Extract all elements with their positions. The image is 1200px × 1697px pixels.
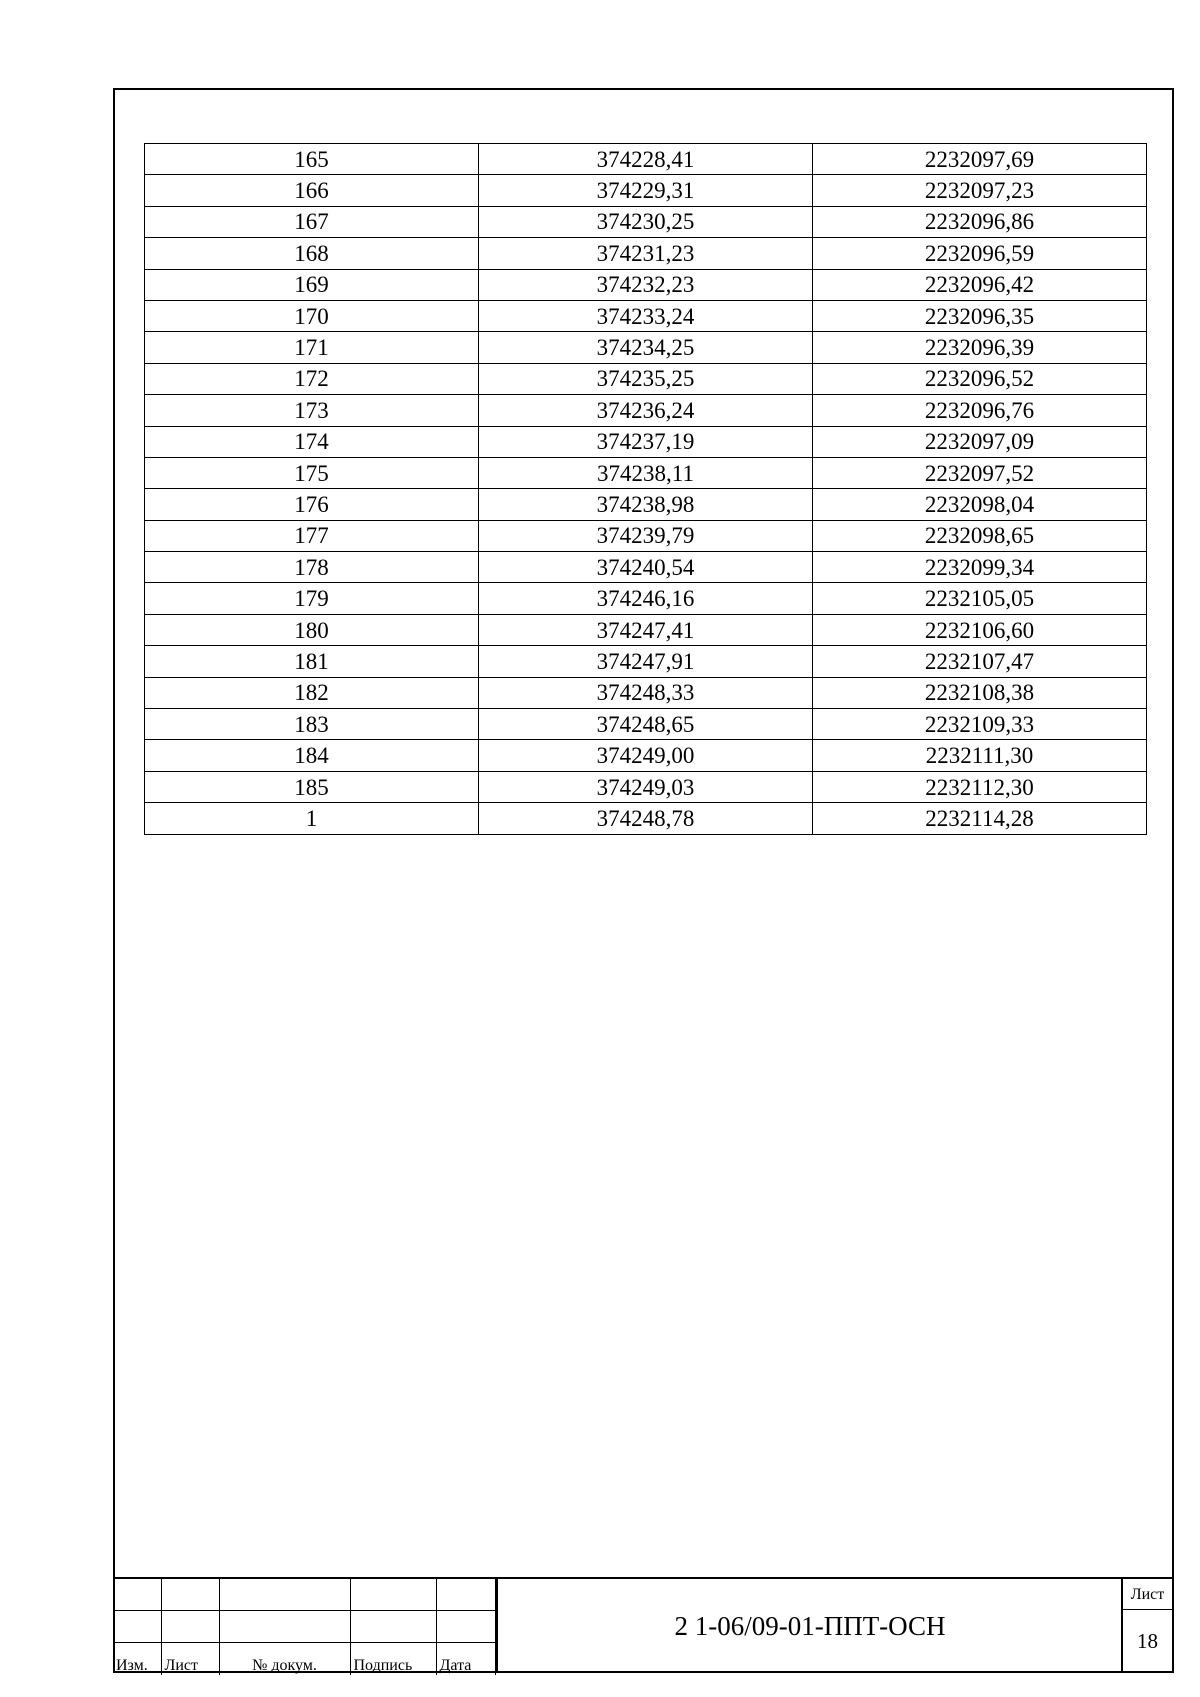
y-coordinate-cell: 2232097,23 <box>813 175 1147 206</box>
y-coordinate-cell: 2232097,09 <box>813 426 1147 457</box>
coordinates-table-body <box>145 144 1147 835</box>
point-number-cell: 174 <box>145 426 479 457</box>
x-coordinate-cell: 374248,78 <box>479 803 813 834</box>
revision-cell <box>113 1611 161 1643</box>
x-coordinate-cell: 374232,23 <box>479 269 813 300</box>
point-number-cell: 168 <box>145 238 479 269</box>
point-number-cell: 177 <box>145 520 479 551</box>
y-coordinate-cell: 2232105,05 <box>813 583 1147 614</box>
x-coordinate-cell: 374237,19 <box>479 426 813 457</box>
x-coordinate-cell: 374233,24 <box>479 300 813 331</box>
x-coordinate-cell: 374240,54 <box>479 552 813 583</box>
document-code: 2 1-06/09-01-ППТ-ОСН <box>496 1579 1122 1673</box>
revision-row <box>113 1611 495 1643</box>
table-row <box>145 300 1147 331</box>
table-row <box>145 332 1147 363</box>
revision-cell <box>436 1611 495 1643</box>
label-izm: Изм. <box>113 1643 161 1676</box>
table-row <box>145 269 1147 300</box>
point-number-cell: 182 <box>145 677 479 708</box>
table-row <box>145 457 1147 488</box>
revision-grid <box>113 1579 496 1675</box>
y-coordinate-cell: 2232112,30 <box>813 771 1147 802</box>
y-coordinate-cell: 2232096,86 <box>813 206 1147 237</box>
label-doc-no: № докум. <box>219 1643 350 1676</box>
y-coordinate-cell: 2232098,04 <box>813 489 1147 520</box>
title-block <box>113 1577 1174 1673</box>
revision-cell <box>161 1579 219 1611</box>
point-number-cell: 1 <box>145 803 479 834</box>
table-row <box>145 771 1147 802</box>
label-date: Дата <box>436 1643 495 1676</box>
y-coordinate-cell: 2232097,69 <box>813 144 1147 175</box>
y-coordinate-cell: 2232096,52 <box>813 363 1147 394</box>
y-coordinate-cell: 2232097,52 <box>813 457 1147 488</box>
y-coordinate-cell: 2232098,65 <box>813 520 1147 551</box>
point-number-cell: 166 <box>145 175 479 206</box>
label-list: Лист <box>161 1643 219 1676</box>
point-number-cell: 184 <box>145 740 479 771</box>
table-row <box>145 583 1147 614</box>
x-coordinate-cell: 374236,24 <box>479 395 813 426</box>
x-coordinate-cell: 374248,33 <box>479 677 813 708</box>
point-number-cell: 170 <box>145 300 479 331</box>
table-row <box>145 363 1147 394</box>
table-row <box>145 520 1147 551</box>
sheet-label: Лист <box>1123 1579 1172 1610</box>
table-row <box>145 489 1147 520</box>
table-row <box>145 552 1147 583</box>
y-coordinate-cell: 2232096,35 <box>813 300 1147 331</box>
x-coordinate-cell: 374228,41 <box>479 144 813 175</box>
point-number-cell: 179 <box>145 583 479 614</box>
label-signature: Подпись <box>350 1643 436 1676</box>
revision-cell <box>219 1611 350 1643</box>
x-coordinate-cell: 374239,79 <box>479 520 813 551</box>
table-row <box>145 646 1147 677</box>
y-coordinate-cell: 2232106,60 <box>813 614 1147 645</box>
x-coordinate-cell: 374247,91 <box>479 646 813 677</box>
sheet-number: 18 <box>1137 1629 1158 1653</box>
point-number-cell: 183 <box>145 709 479 740</box>
table-row <box>145 426 1147 457</box>
x-coordinate-cell: 374234,25 <box>479 332 813 363</box>
table-row <box>145 175 1147 206</box>
y-coordinate-cell: 2232108,38 <box>813 677 1147 708</box>
revision-header-row <box>113 1643 495 1676</box>
x-coordinate-cell: 374230,25 <box>479 206 813 237</box>
point-number-cell: 178 <box>145 552 479 583</box>
point-number-cell: 180 <box>145 614 479 645</box>
point-number-cell: 167 <box>145 206 479 237</box>
coordinates-table <box>144 143 1147 835</box>
x-coordinate-cell: 374247,41 <box>479 614 813 645</box>
revision-cell <box>350 1579 436 1611</box>
y-coordinate-cell: 2232096,42 <box>813 269 1147 300</box>
table-row <box>145 144 1147 175</box>
x-coordinate-cell: 374238,11 <box>479 457 813 488</box>
revision-cell <box>161 1611 219 1643</box>
x-coordinate-cell: 374248,65 <box>479 709 813 740</box>
x-coordinate-cell: 374229,31 <box>479 175 813 206</box>
y-coordinate-cell: 2232107,47 <box>813 646 1147 677</box>
table-row <box>145 395 1147 426</box>
y-coordinate-cell: 2232099,34 <box>813 552 1147 583</box>
y-coordinate-cell: 2232096,59 <box>813 238 1147 269</box>
point-number-cell: 185 <box>145 771 479 802</box>
revision-cell <box>219 1579 350 1611</box>
point-number-cell: 165 <box>145 144 479 175</box>
point-number-cell: 169 <box>145 269 479 300</box>
table-row <box>145 677 1147 708</box>
table-row <box>145 740 1147 771</box>
revision-cell <box>350 1611 436 1643</box>
table-row <box>145 614 1147 645</box>
x-coordinate-cell: 374235,25 <box>479 363 813 394</box>
x-coordinate-cell: 374238,98 <box>479 489 813 520</box>
point-number-cell: 181 <box>145 646 479 677</box>
table-row <box>145 238 1147 269</box>
point-number-cell: 176 <box>145 489 479 520</box>
sheet-box <box>1121 1579 1172 1673</box>
revision-row <box>113 1579 495 1611</box>
table-row <box>145 803 1147 834</box>
point-number-cell: 175 <box>145 457 479 488</box>
y-coordinate-cell: 2232096,39 <box>813 332 1147 363</box>
revision-cell <box>113 1579 161 1611</box>
point-number-cell: 172 <box>145 363 479 394</box>
x-coordinate-cell: 374246,16 <box>479 583 813 614</box>
point-number-cell: 173 <box>145 395 479 426</box>
x-coordinate-cell: 374231,23 <box>479 238 813 269</box>
point-number-cell: 171 <box>145 332 479 363</box>
y-coordinate-cell: 2232111,30 <box>813 740 1147 771</box>
revision-cell <box>436 1579 495 1611</box>
table-row <box>145 709 1147 740</box>
y-coordinate-cell: 2232109,33 <box>813 709 1147 740</box>
y-coordinate-cell: 2232114,28 <box>813 803 1147 834</box>
x-coordinate-cell: 374249,00 <box>479 740 813 771</box>
x-coordinate-cell: 374249,03 <box>479 771 813 802</box>
y-coordinate-cell: 2232096,76 <box>813 395 1147 426</box>
table-row <box>145 206 1147 237</box>
